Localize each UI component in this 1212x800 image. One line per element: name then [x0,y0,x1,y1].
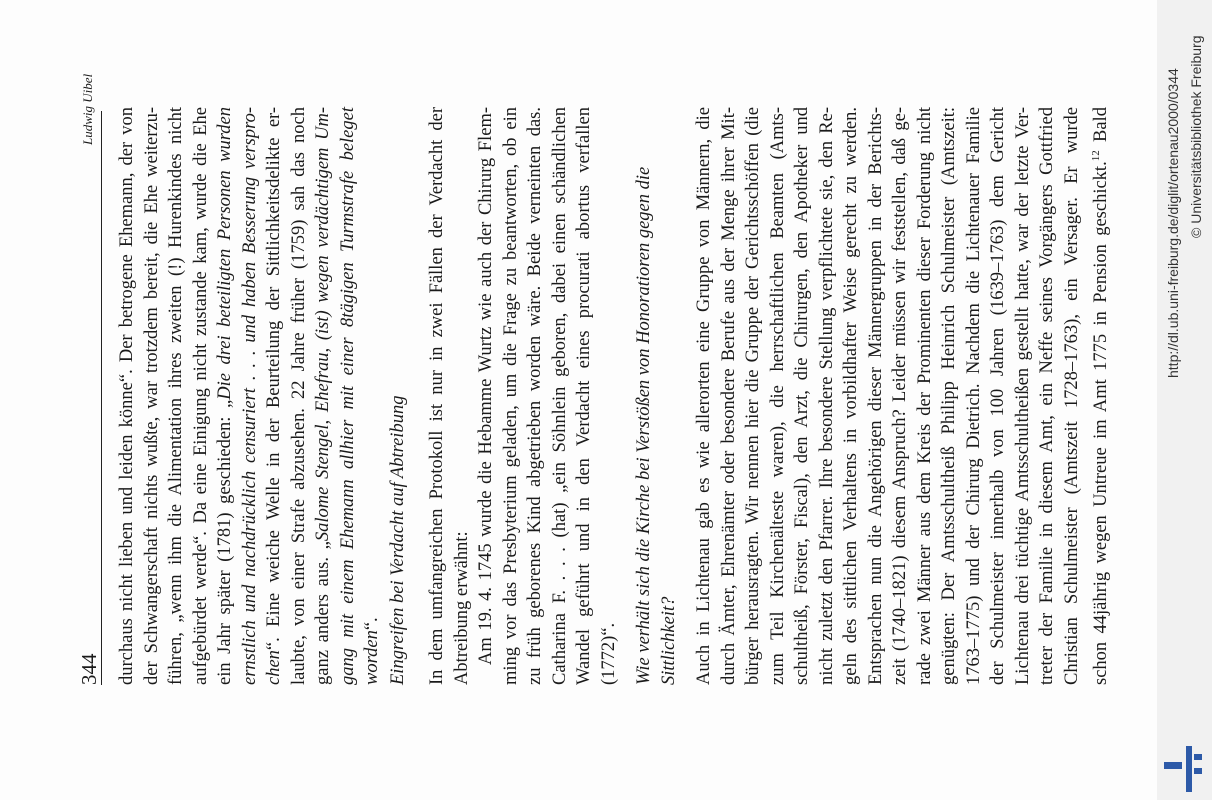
paragraph-3: Auch in Lichtenau gab es wie allerorten eine Gruppe von Männern, die durch Ämter, Ehrenämter oder besondere Berufe aus der Menge ihrer Mit- bürger herausragten. Wir nennen hier die Gruppe der Gerichtsschöffen (die zum Teil Kirchenälteste waren), die herrschaftlichen Beamten (Amts- schultheiß, Förster, Fiscal), den Arzt, die Chirurgen, den Apotheker und nicht zuletzt den Pfarrer. Ihre besondere Stellung verpflichtete sie, den Re- geln des sittlichen Verhaltens in vorbildhafter Weise gerecht zu werden. Entsprachen nun die Angehörigen dieser Männergruppen in der Berichts- zeit (1740–1821) diesem Anspruch? Leider müssen wir feststellen, daß ge- rade zwei Männer aus dem Kreis der Prominenten dieser Forderung nicht genügten: Der Amtsschultheiß Philipp Heinrich Schulmeister (Amtszeit: 1763–1775) und der Chirurg Dietrich. Nachdem die Lichtenauer Familie der Schulmeister innerhalb von 100 Jahren (1639–1763) dem Gericht Lichtenau drei tüchtige Amtsschultheißen gestellt hatte, war der letzte Ver- treter der Familie in diesem Amt, ein Neffe seines Vorgängers Gottfried Christian Schulmeister (Amtszeit 1728–1763), ein Versager. Er wurde schon 44jährig wegen Untreue im Amt 1775 in Pension geschickt.$^{12}$ Bald [694,107,1112,685]
copyright-notice: © Universitätsbibliothek Freiburg [1188,35,1204,238]
section-heading-honoratiores: Wie verhält sich die Kirche bei Verstößen von Honoratioren gegen die Sittlichkeit? [634,166,679,685]
running-header: Ludwig Uibel [80,73,95,145]
paragraph-2: In dem umfangreichen Protokoll ist nur in zwei Fällen der Verdacht der Abtreibung erwähnt: Am 19. 4. 1745 wurde die Hebamme Wurtz wie auch der Chirurg Flem- ming vor das Presbyterium geladen, um die Frage zu beantworten, ob ein zu früh geborenes Kind abgetrieben worden wäre. Beide verneinten das. Catharina F. . . . (hat) „ein Söhnlein geboren, dabei einen schändlichen Wandel geführt und in den Verdacht eines procurati abortus verfallen (1772)“. [427,107,619,685]
library-logo-icon [1164,746,1204,792]
paragraph-1: durchaus nicht lieben und leiden könne“. Der betrogene Ehemann, der von der Schwangerschaft nichts wußte, war trotzdem bereit, die Ehe weiterzu- führen, „wenn ihm die Alimentation ihres zweiten (!) Hurenkindes nicht aufgebürdet werde“. Da eine Einigung nicht zustande kam, wurde die Ehe ein Jahr später (1781) geschieden: „Die drei beteiligten Personen wurden ernstlich und nachdrücklich censuriert . . . und haben Besserung verspro- chen“. Eine weiche Welle in der Beurteilung der Sittlichkeitsdelikte er- laubte, von einer Strafe abzusehen. 22 Jahre früher (1759) sah das noch ganz anders aus. „Salome Stengel, Ehefrau, (ist) wegen verdächtigem Um- gang mit einem Ehemann allhier mit einer 8tägigen Turmstrafe beleget worden“. [117,107,382,685]
page-number: 344 [77,653,101,685]
section-heading-abortion: Eingreifen bei Verdacht auf Abtreibung [388,395,408,685]
page-url[interactable]: http://dl.ub.uni-freiburg.de/diglit/ortenau2000/0344 [1165,68,1181,378]
header-rule [101,111,102,685]
footnote-ref: 12 [1090,150,1102,162]
